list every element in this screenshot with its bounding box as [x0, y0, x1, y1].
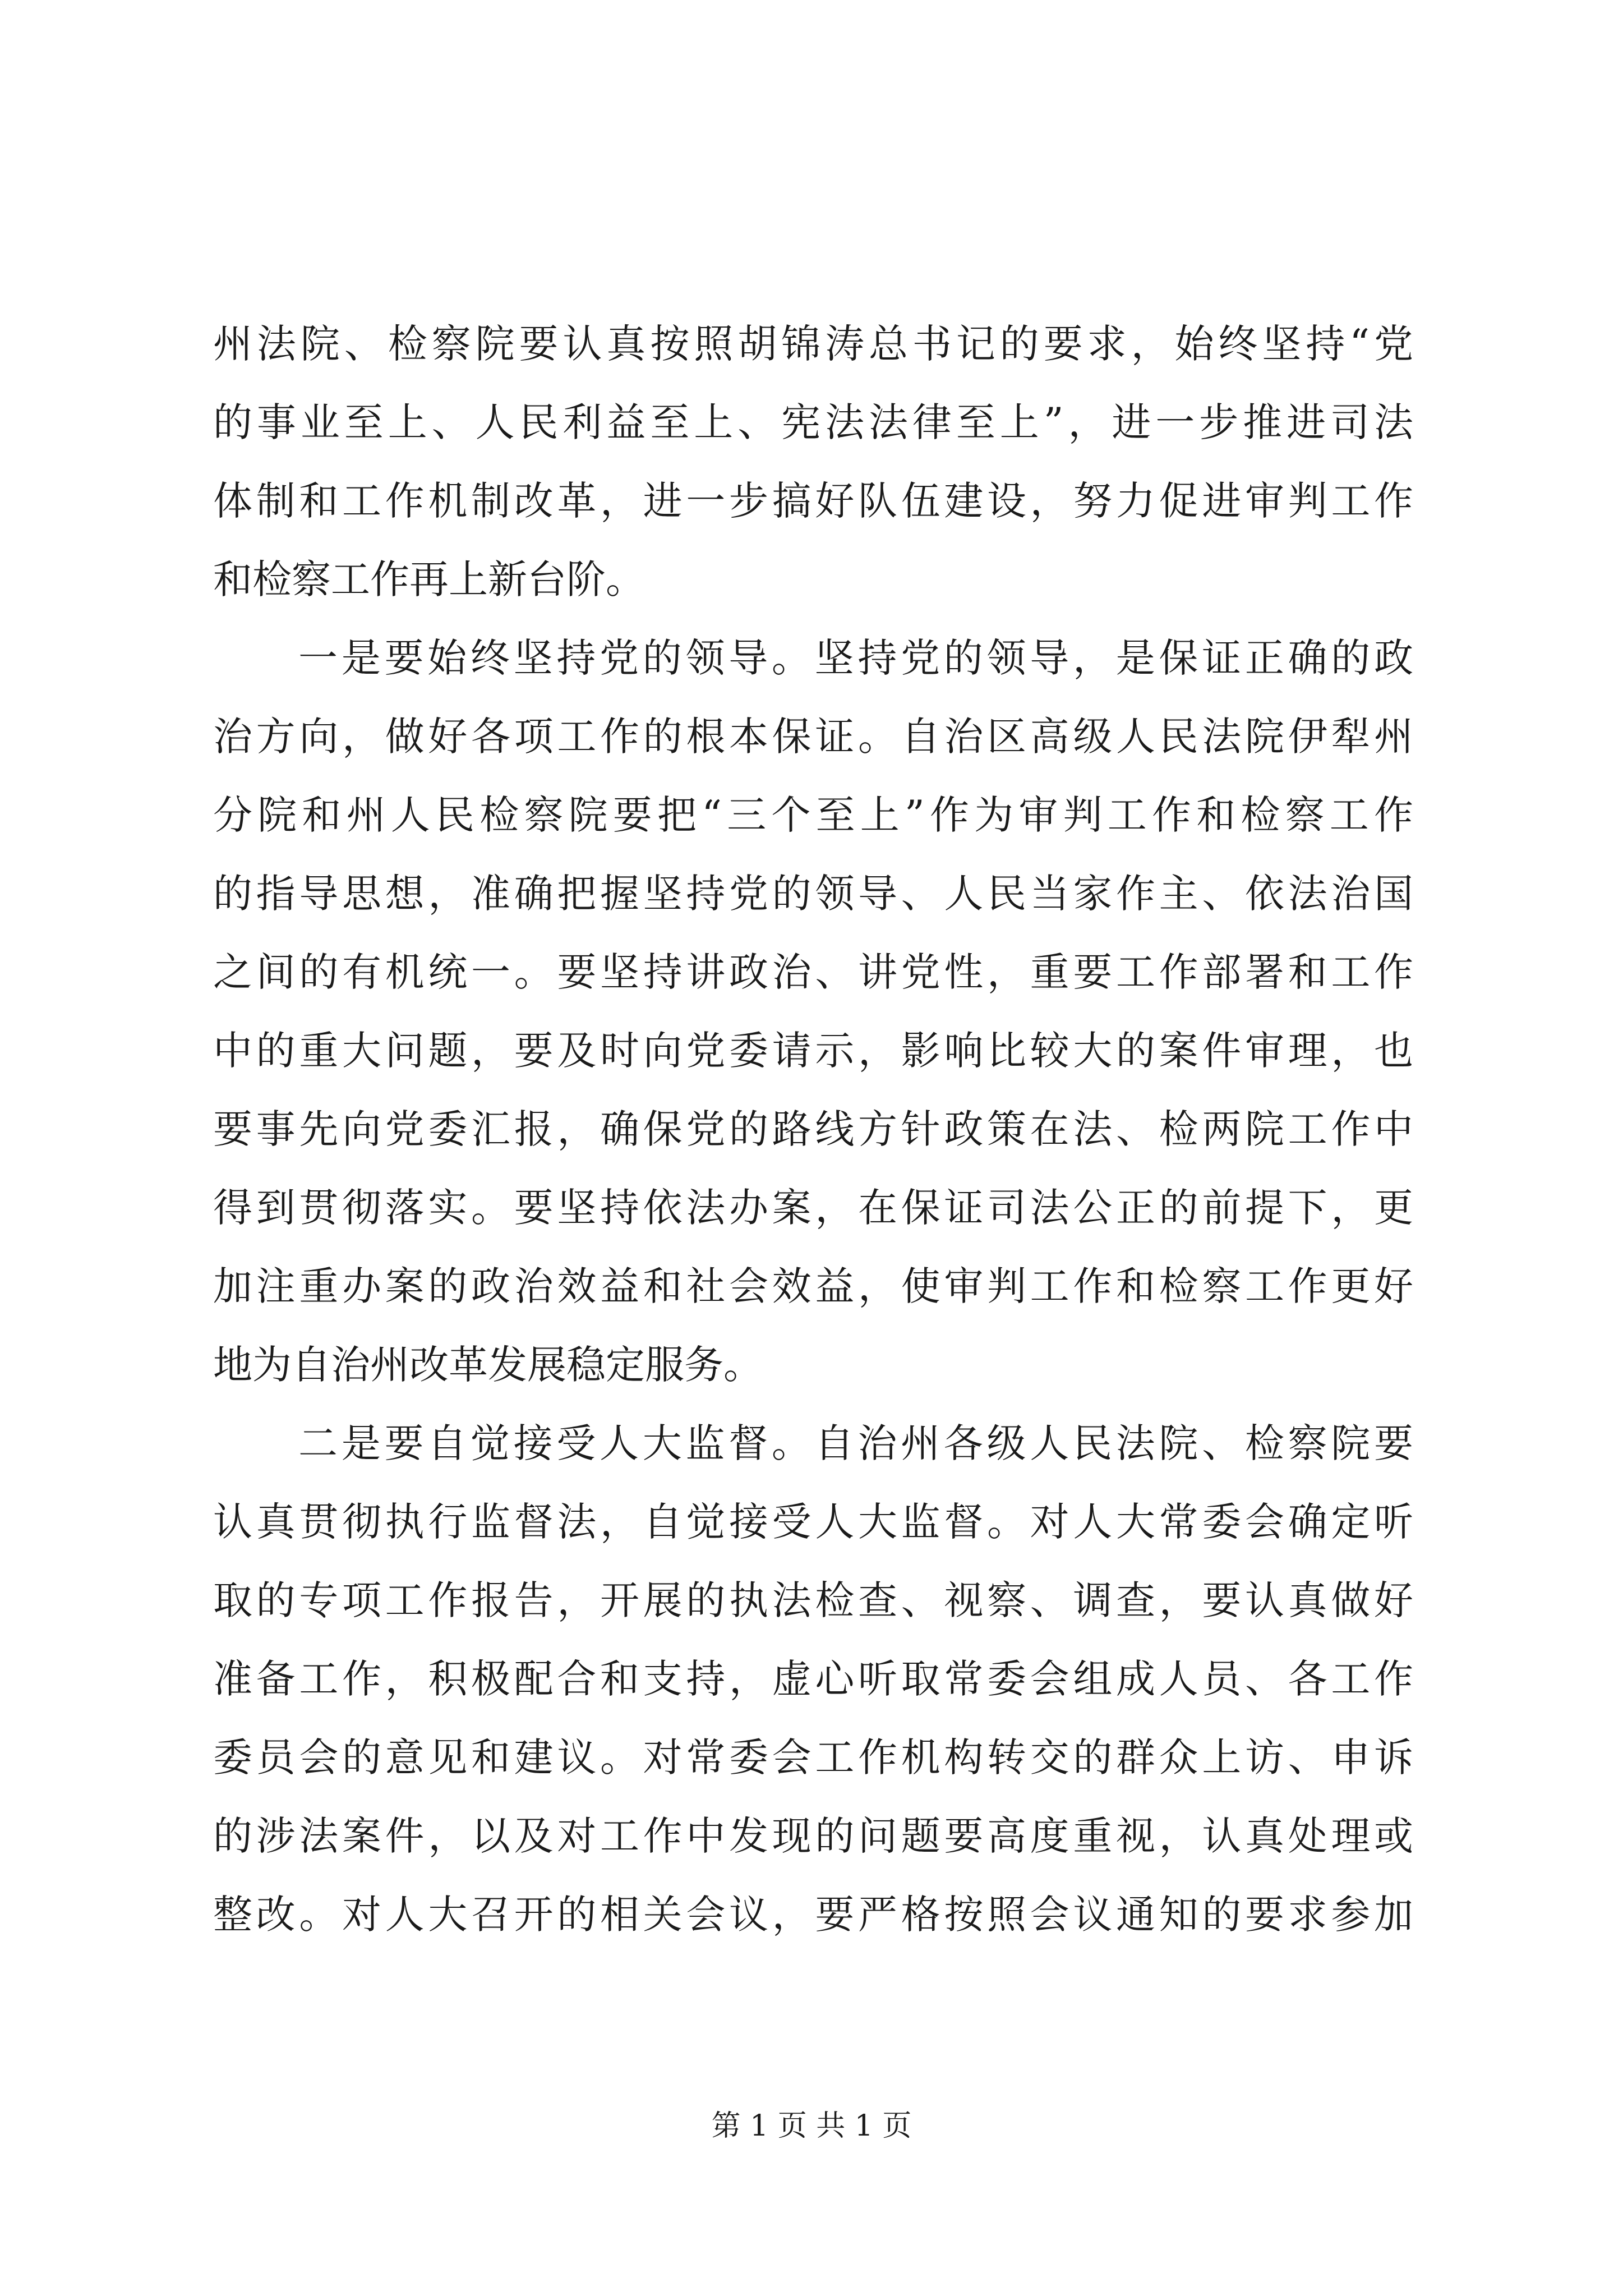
paragraph-1-line-4: 和检察工作再上新台阶。	[213, 556, 645, 602]
paragraph-2-line-3: 分院和州人民检察院要把“三个至上”作为审判工作和检察工作	[213, 792, 1413, 838]
paragraph-1-line-1: 州法院、检察院要认真按照胡锦涛总书记的要求，始终坚持“党	[213, 321, 1413, 367]
paragraph-3-line-2: 认真贯彻执行监督法，自觉接受人大监督。对人大常委会确定听	[213, 1499, 1413, 1545]
paragraph-2-line-9: 加注重办案的政治效益和社会效益，使审判工作和检察工作更好	[213, 1263, 1413, 1309]
paragraph-3-line-7: 整改。对人大召开的相关会议，要严格按照会议通知的要求参加	[213, 1892, 1413, 1938]
paragraph-2-line-7: 要事先向党委汇报，确保党的路线方针政策在法、检两院工作中	[213, 1106, 1413, 1152]
paragraph-3-line-6: 的涉法案件，以及对工作中发现的问题要高度重视，认真处理或	[213, 1813, 1413, 1859]
paragraph-2-line-10: 地为自治州改革发展稳定服务。	[213, 1342, 763, 1388]
paragraph-2-line-2: 治方向，做好各项工作的根本保证。自治区高级人民法院伊犁州	[213, 714, 1413, 760]
paragraph-1-line-2: 的事业至上、人民利益至上、宪法法律至上”，进一步推进司法	[213, 399, 1413, 445]
paragraph-2-line-6: 中的重大问题，要及时向党委请示，影响比较大的案件审理，也	[213, 1028, 1413, 1074]
paragraph-3-line-1: 二是要自觉接受人大监督。自治州各级人民法院、检察院要	[298, 1420, 1413, 1466]
paragraph-2-line-8: 得到贯彻落实。要坚持依法办案，在保证司法公正的前提下，更	[213, 1185, 1413, 1231]
paragraph-2-line-5: 之间的有机统一。要坚持讲政治、讲党性，重要工作部署和工作	[213, 949, 1413, 995]
paragraph-1-line-3: 体制和工作机制改革，进一步搞好队伍建设，努力促进审判工作	[213, 478, 1413, 524]
paragraph-2-line-4: 的指导思想，准确把握坚持党的领导、人民当家作主、依法治国	[213, 871, 1413, 917]
paragraph-2-line-1: 一是要始终坚持党的领导。坚持党的领导，是保证正确的政	[298, 635, 1413, 681]
paragraph-3-line-5: 委员会的意见和建议。对常委会工作机构转交的群众上访、申诉	[213, 1734, 1413, 1780]
paragraph-3-line-4: 准备工作，积极配合和支持，虚心听取常委会组成人员、各工作	[213, 1656, 1413, 1702]
paragraph-3-line-3: 取的专项工作报告，开展的执法检查、视察、调查，要认真做好	[213, 1577, 1413, 1623]
page-number-footer: 第 1 页 共 1 页	[711, 2109, 912, 2143]
